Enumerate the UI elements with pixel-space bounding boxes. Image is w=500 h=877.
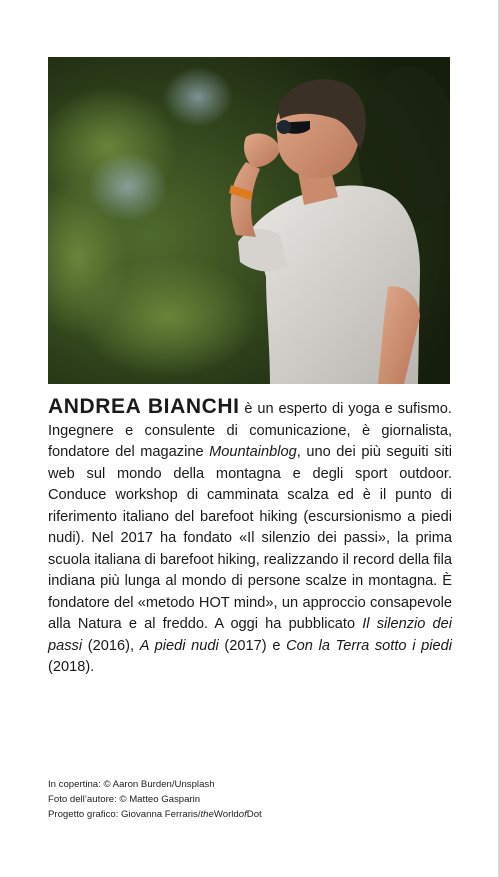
studio-name-part: the	[200, 809, 214, 820]
bio-text: , uno dei più seguiti siti web sul mondo della montagna e degli sport outdoor. Conduce workshop di camminata scalza ed è il punto di riferimento italiano del barefoot hiking (escursionismo a piedi nudi). Nel 2017 ha fondato «Il silenzio dei passi», la prima scuola italiana di barefoot hiking, realizzando il record della fila indiana più lunga al mondo di persone scalze in montagna. È fondatore del «metodo HOT mind», un approccio consapevole alla Natura e al freddo. A oggi ha pubblicato	[48, 444, 452, 632]
studio-name-part: Dot	[246, 809, 262, 820]
bio-text: è un esperto di yoga e sufismo. Ingegnere e consulente di comunicazione, è giornalista, fondatore del magazine	[48, 401, 452, 460]
bio-text: (2018).	[48, 659, 95, 675]
studio-name-part: World	[213, 809, 239, 820]
credits	[48, 777, 468, 822]
author-name: ANDREA BIANCHI	[48, 395, 240, 418]
bio-text: (2017) e	[218, 637, 287, 654]
author-portrait-icon	[48, 57, 450, 384]
book-title: A piedi nudi	[139, 637, 219, 654]
design-credit-prefix: Progetto grafico: Giovanna Ferraris/	[48, 809, 201, 820]
cover-credit: In copertina: © Aaron Burden/Unsplash	[48, 779, 215, 790]
book-title: Il silenzio dei passi	[48, 616, 452, 654]
author-photo-credit: Foto dell’autore: © Matteo Gasparin	[48, 794, 201, 805]
magazine-title: Mountainblog	[209, 444, 297, 460]
author-photo	[48, 57, 450, 384]
author-bio	[48, 396, 452, 679]
design-credit	[48, 807, 468, 822]
studio-name-part: of	[238, 809, 247, 820]
bio-text: (2016),	[82, 637, 140, 654]
book-title: Con la Terra sotto i piedi	[286, 637, 452, 654]
